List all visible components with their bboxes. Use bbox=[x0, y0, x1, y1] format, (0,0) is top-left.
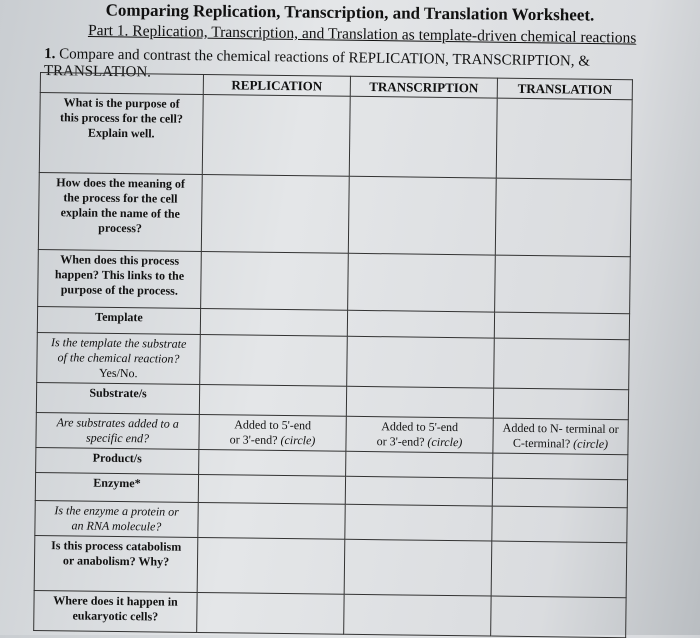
row-label bbox=[37, 332, 201, 384]
row-label bbox=[35, 472, 198, 502]
answer-cell[interactable] bbox=[491, 541, 627, 598]
answer-cell[interactable] bbox=[496, 98, 632, 180]
header-blank bbox=[40, 73, 203, 95]
answer-cell[interactable] bbox=[346, 386, 493, 418]
row-label bbox=[35, 500, 198, 537]
answer-cell[interactable] bbox=[198, 474, 345, 504]
row-label-text: Is this process catabolism or anabolism? Why? bbox=[51, 538, 182, 569]
part-heading: Part 1. Replication, Transcription, and Translation as template-driven chemical reactions bbox=[87, 22, 637, 47]
row-label-text: Product/s bbox=[92, 450, 142, 466]
cell-prompt-circle: (circle) bbox=[280, 432, 316, 448]
answer-cell[interactable] bbox=[202, 94, 350, 176]
answer-cell[interactable] bbox=[491, 596, 626, 638]
answer-cell[interactable] bbox=[201, 251, 349, 310]
row-label bbox=[39, 93, 203, 175]
answer-cell[interactable] bbox=[494, 338, 630, 390]
row-label-text: Is the template the substrate of the chemical reaction? bbox=[50, 335, 187, 366]
row-label-text: What is the purpose of this process for the cell? Explain well. bbox=[59, 95, 183, 141]
answer-cell[interactable] bbox=[347, 336, 495, 388]
cell-prompt-circle: (circle) bbox=[427, 434, 463, 450]
answer-cell[interactable] bbox=[493, 453, 628, 480]
answer-cell[interactable] bbox=[345, 476, 492, 506]
row-label-text: Template bbox=[95, 309, 143, 325]
table-row bbox=[38, 249, 631, 313]
answer-cell[interactable] bbox=[344, 594, 491, 636]
question-number: 1. bbox=[44, 46, 56, 63]
row-label bbox=[36, 412, 199, 449]
cell-prompt-circle: (circle) bbox=[573, 436, 609, 451]
row-label-sub: Yes/No. bbox=[99, 365, 138, 381]
answer-cell[interactable] bbox=[492, 506, 627, 543]
row-label bbox=[36, 447, 199, 474]
row-label bbox=[38, 249, 202, 308]
row-label-text: Is the enzyme a protein or an RNA molecule? bbox=[54, 503, 179, 534]
row-label bbox=[37, 306, 200, 334]
header-transcription: TRANSCRIPTION bbox=[350, 76, 497, 98]
cell-prompt: Added to 5'-end or 3'-end? bbox=[229, 417, 312, 447]
row-label-text: Substrate/s bbox=[89, 385, 147, 401]
answer-cell[interactable] bbox=[348, 253, 496, 312]
answer-cell[interactable] bbox=[346, 416, 493, 453]
answer-cell[interactable] bbox=[344, 539, 492, 596]
header-replication: REPLICATION bbox=[203, 74, 350, 96]
row-label bbox=[34, 535, 198, 592]
worksheet-title: Comparing Replication, Transcription, and Translation Worksheet. bbox=[105, 0, 595, 25]
answer-cell[interactable] bbox=[345, 504, 492, 541]
answer-cell[interactable] bbox=[199, 414, 346, 451]
answer-cell[interactable] bbox=[493, 388, 628, 420]
table-row bbox=[38, 172, 631, 256]
question-text: Compare and contrast the chemical reactions of REPLICATION, TRANSCRIPTION, & TRANSLATION. bbox=[43, 46, 591, 81]
answer-cell[interactable] bbox=[198, 502, 345, 539]
row-label-text: When does this process happen? This links to the purpose of the process. bbox=[54, 252, 185, 298]
answer-cell[interactable] bbox=[492, 478, 627, 508]
row-label-text: Are substrates added to a specific end? bbox=[56, 415, 179, 446]
answer-cell[interactable] bbox=[199, 384, 346, 416]
answer-cell[interactable] bbox=[349, 96, 497, 178]
row-label bbox=[34, 590, 197, 632]
answer-cell[interactable] bbox=[201, 174, 349, 253]
answer-cell[interactable] bbox=[197, 537, 345, 594]
comparison-table bbox=[33, 72, 633, 638]
answer-cell[interactable] bbox=[199, 449, 346, 476]
answer-cell[interactable] bbox=[494, 312, 629, 340]
answer-cell[interactable] bbox=[493, 418, 628, 455]
row-label-text: Enzyme* bbox=[93, 475, 141, 491]
table-row bbox=[39, 93, 632, 180]
answer-cell[interactable] bbox=[346, 451, 493, 478]
answer-cell[interactable] bbox=[200, 334, 348, 386]
row-label-text: How does the meaning of the process for the cell explain the name of the process? bbox=[56, 175, 186, 236]
row-label-text: Where does it happen in eukaryotic cells? bbox=[53, 593, 178, 624]
answer-cell[interactable] bbox=[347, 310, 494, 338]
table-row bbox=[37, 332, 630, 389]
header-translation: TRANSLATION bbox=[497, 78, 632, 100]
row-label bbox=[36, 382, 199, 414]
answer-cell[interactable] bbox=[495, 255, 631, 314]
answer-cell[interactable] bbox=[495, 178, 631, 257]
cell-prompt: Added to N- terminal or C-terminal? bbox=[502, 420, 619, 451]
table-row bbox=[34, 590, 626, 637]
cell-prompt: Added to 5'-end or 3'-end? bbox=[376, 419, 459, 449]
answer-cell[interactable] bbox=[197, 592, 344, 634]
table-row bbox=[34, 535, 627, 597]
row-label bbox=[38, 172, 202, 251]
answer-cell[interactable] bbox=[348, 176, 496, 255]
answer-cell[interactable] bbox=[200, 308, 347, 336]
